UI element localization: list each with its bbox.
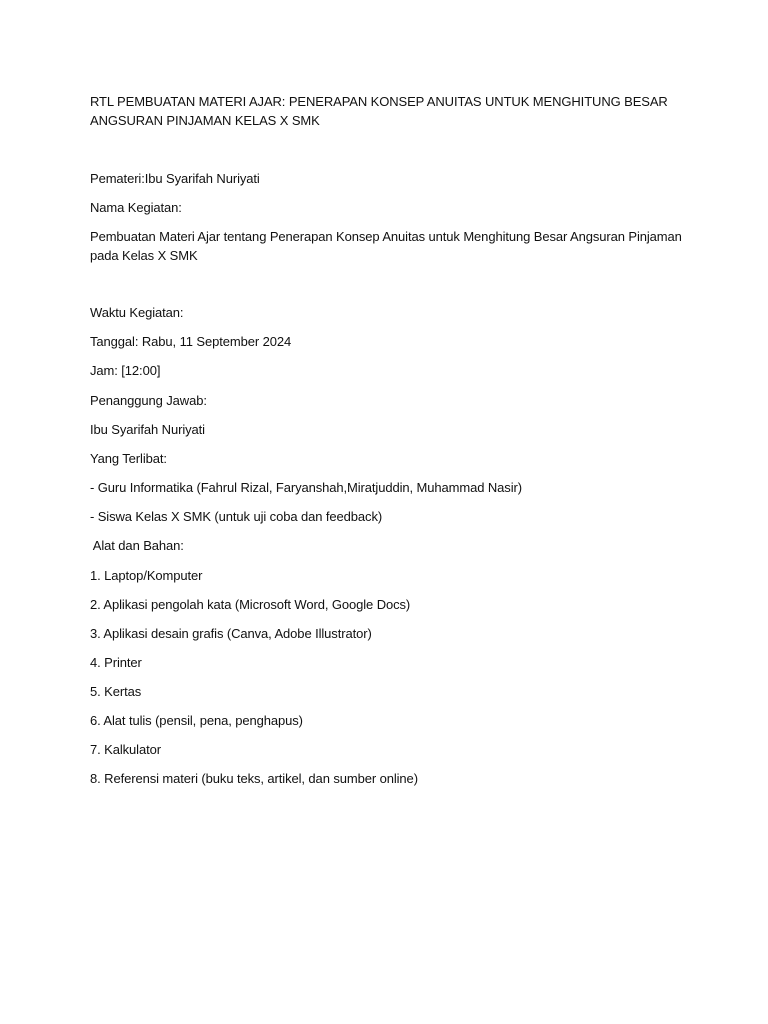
penanggung-jawab-label: Penanggung Jawab: bbox=[90, 393, 207, 408]
alat-item: 6. Alat tulis (pensil, pena, penghapus) bbox=[90, 713, 303, 728]
nama-kegiatan-line-2: pada Kelas X SMK bbox=[90, 248, 198, 263]
alat-item: 7. Kalkulator bbox=[90, 742, 161, 757]
waktu-kegiatan-label: Waktu Kegiatan: bbox=[90, 305, 184, 320]
alat-item: 3. Aplikasi desain grafis (Canva, Adobe Illustrator) bbox=[90, 626, 372, 641]
tanggal-text: Tanggal: Rabu, 11 September 2024 bbox=[90, 334, 292, 349]
nama-kegiatan-line-1: Pembuatan Materi Ajar tentang Penerapan Konsep Anuitas untuk Menghitung Besar Angsuran Pinjaman bbox=[90, 229, 682, 244]
alat-item: 5. Kertas bbox=[90, 684, 142, 699]
yang-terlibat-label: Yang Terlibat: bbox=[90, 451, 167, 466]
alat-bahan-label: Alat dan Bahan: bbox=[90, 538, 184, 553]
alat-item: 4. Printer bbox=[90, 655, 142, 670]
terlibat-item: - Siswa Kelas X SMK (untuk uji coba dan feedback) bbox=[90, 509, 383, 524]
terlibat-item: - Guru Informatika (Fahrul Rizal, Faryanshah,Miratjuddin, Muhammad Nasir) bbox=[90, 480, 522, 495]
nama-kegiatan-label: Nama Kegiatan: bbox=[90, 200, 182, 215]
alat-item: 2. Aplikasi pengolah kata (Microsoft Word, Google Docs) bbox=[90, 597, 411, 612]
pemateri-text: Pemateri:Ibu Syarifah Nuriyati bbox=[90, 171, 260, 186]
document-title-line-1: RTL PEMBUATAN MATERI AJAR: PENERAPAN KONSEP ANUITAS UNTUK MENGHITUNG BESAR bbox=[90, 94, 668, 109]
document-title-line-2: ANGSURAN PINJAMAN KELAS X SMK bbox=[90, 113, 320, 128]
alat-item: 1. Laptop/Komputer bbox=[90, 568, 203, 583]
penanggung-jawab-name: Ibu Syarifah Nuriyati bbox=[90, 422, 205, 437]
jam-text: Jam: [12:00] bbox=[90, 363, 161, 378]
alat-item: 8. Referensi materi (buku teks, artikel, dan sumber online) bbox=[90, 771, 418, 786]
